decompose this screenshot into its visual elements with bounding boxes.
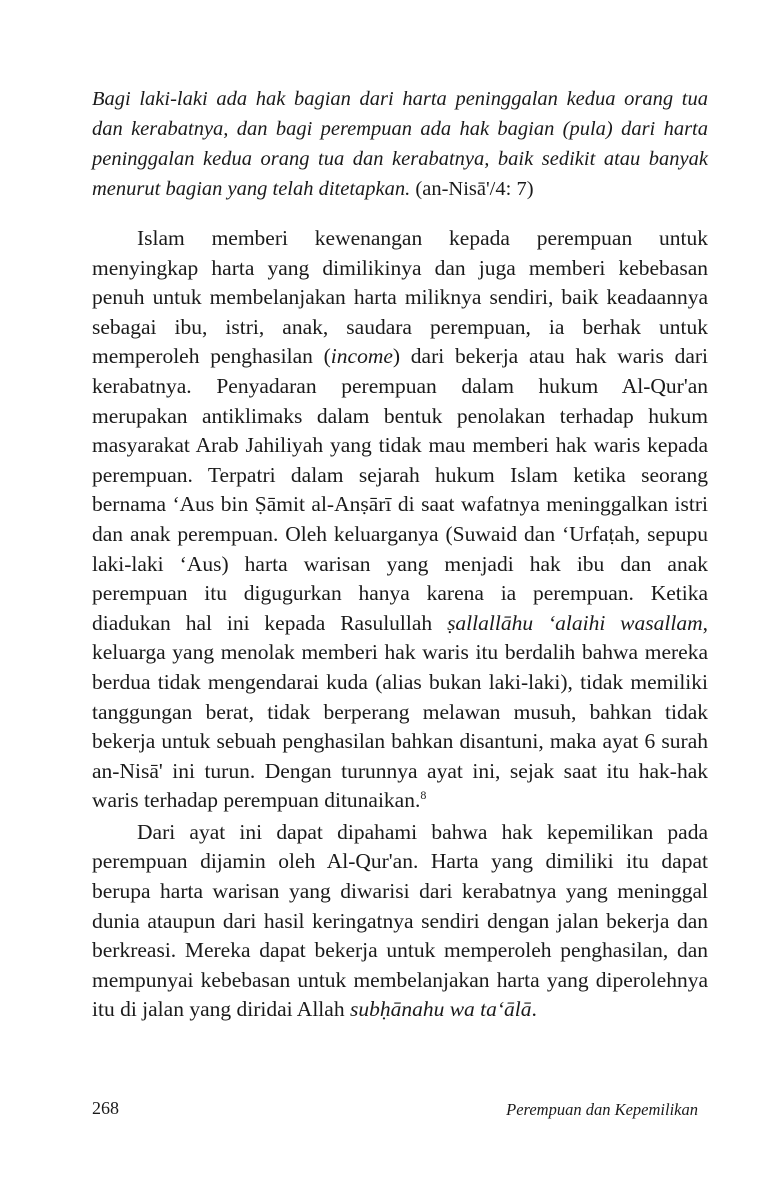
page-body bbox=[92, 84, 708, 1025]
paragraph-1-text-a: Islam memberi kewenangan kepada perempuan untuk menyingkap harta yang dimilikinya dan juga memberi kebebasan penuh untuk membelanjakan harta miliknya sendiri, baik keadaannya sebagai ibu, istri, anak, saudara perempuan, ia berhak untuk memperoleh penghasilan ( bbox=[92, 226, 708, 369]
footnote-marker[interactable]: 8 bbox=[420, 788, 427, 803]
paragraph-1-income-term: income bbox=[330, 344, 393, 369]
paragraph-1-text-b: ) dari bekerja atau hak waris dari kerabatnya. Penyadaran perempuan dalam hukum Al-Qur'an merupakan antiklimaks dalam bentuk penolakan terhadap hukum masyarakat Arab Jahiliyah yang tidak mau memberi hak waris kepada perempuan. Terpatri dalam sejarah hukum Islam ketika seorang bernama ‘Aus bin Ṣāmit al-Anṣārī di saat wafatnya meninggalkan istri dan anak perempuan. Oleh keluarganya (Suwaid dan ‘Urfaṭah, sepupu laki-laki ‘Aus) harta warisan yang menjadi hak ibu dan anak perempuan itu digugurkan hanya karena ia perempuan. Ketika diadukan hal ini kepada Rasulullah bbox=[92, 344, 709, 635]
quote-reference: (an-Nisā'/4: 7) bbox=[410, 178, 534, 200]
paragraph-1-salawat: ṣallallāhu ‘alaihi wasallam bbox=[447, 610, 703, 635]
paragraph-2-text-a: Dari ayat ini dapat dipahami bahwa hak kepemilikan pada perempuan dijamin oleh Al-Qur'an. Harta yang dimiliki itu dapat berupa harta warisan yang diwarisi dari kerabatnya yang meninggal dunia ataupun dari hasil keringatnya sendiri dengan jalan bekerja dan berkreasi. Mereka dapat bekerja untuk memperoleh penghasilan, dan mempunyai kebebasan untuk membelanjakan harta yang diperolehnya itu di jalan yang diridai Allah bbox=[92, 819, 708, 1022]
quran-translation-quote bbox=[92, 84, 708, 204]
paragraph-1-text-c: , keluarga yang menolak memberi hak waris itu berdalih bahwa mereka berdua tidak mengendarai kuda (alias bukan laki-laki), tidak memiliki tanggungan berat, tidak berperang melawan musuh, bahkan tidak bekerja untuk sebuah penghasilan bahkan disantuni, maka ayat 6 surah an-Nisā' ini turun. Dengan turunnya ayat ini, sejak saat itu hak-hak waris terhadap perempuan ditunaikan. bbox=[92, 610, 708, 813]
quote-text: Bagi laki-laki ada hak bagian dari harta peninggalan kedua orang tua dan kerabatnya, dan bagi perempuan ada hak bagian (pula) dari harta peninggalan kedua orang tua dan kerabatnya, baik sedikit atau banyak menurut bagian yang telah ditetapkan. bbox=[92, 88, 708, 200]
paragraph-1 bbox=[92, 224, 708, 816]
page-number: 268 bbox=[92, 1098, 119, 1118]
paragraph-2-tasbih: subḥānahu wa ta‘ālā bbox=[349, 997, 532, 1022]
paragraph-2-text-b: . bbox=[531, 997, 537, 1022]
running-title: Perempuan dan Kepemilikan bbox=[506, 1100, 698, 1119]
paragraph-2 bbox=[92, 818, 708, 1025]
